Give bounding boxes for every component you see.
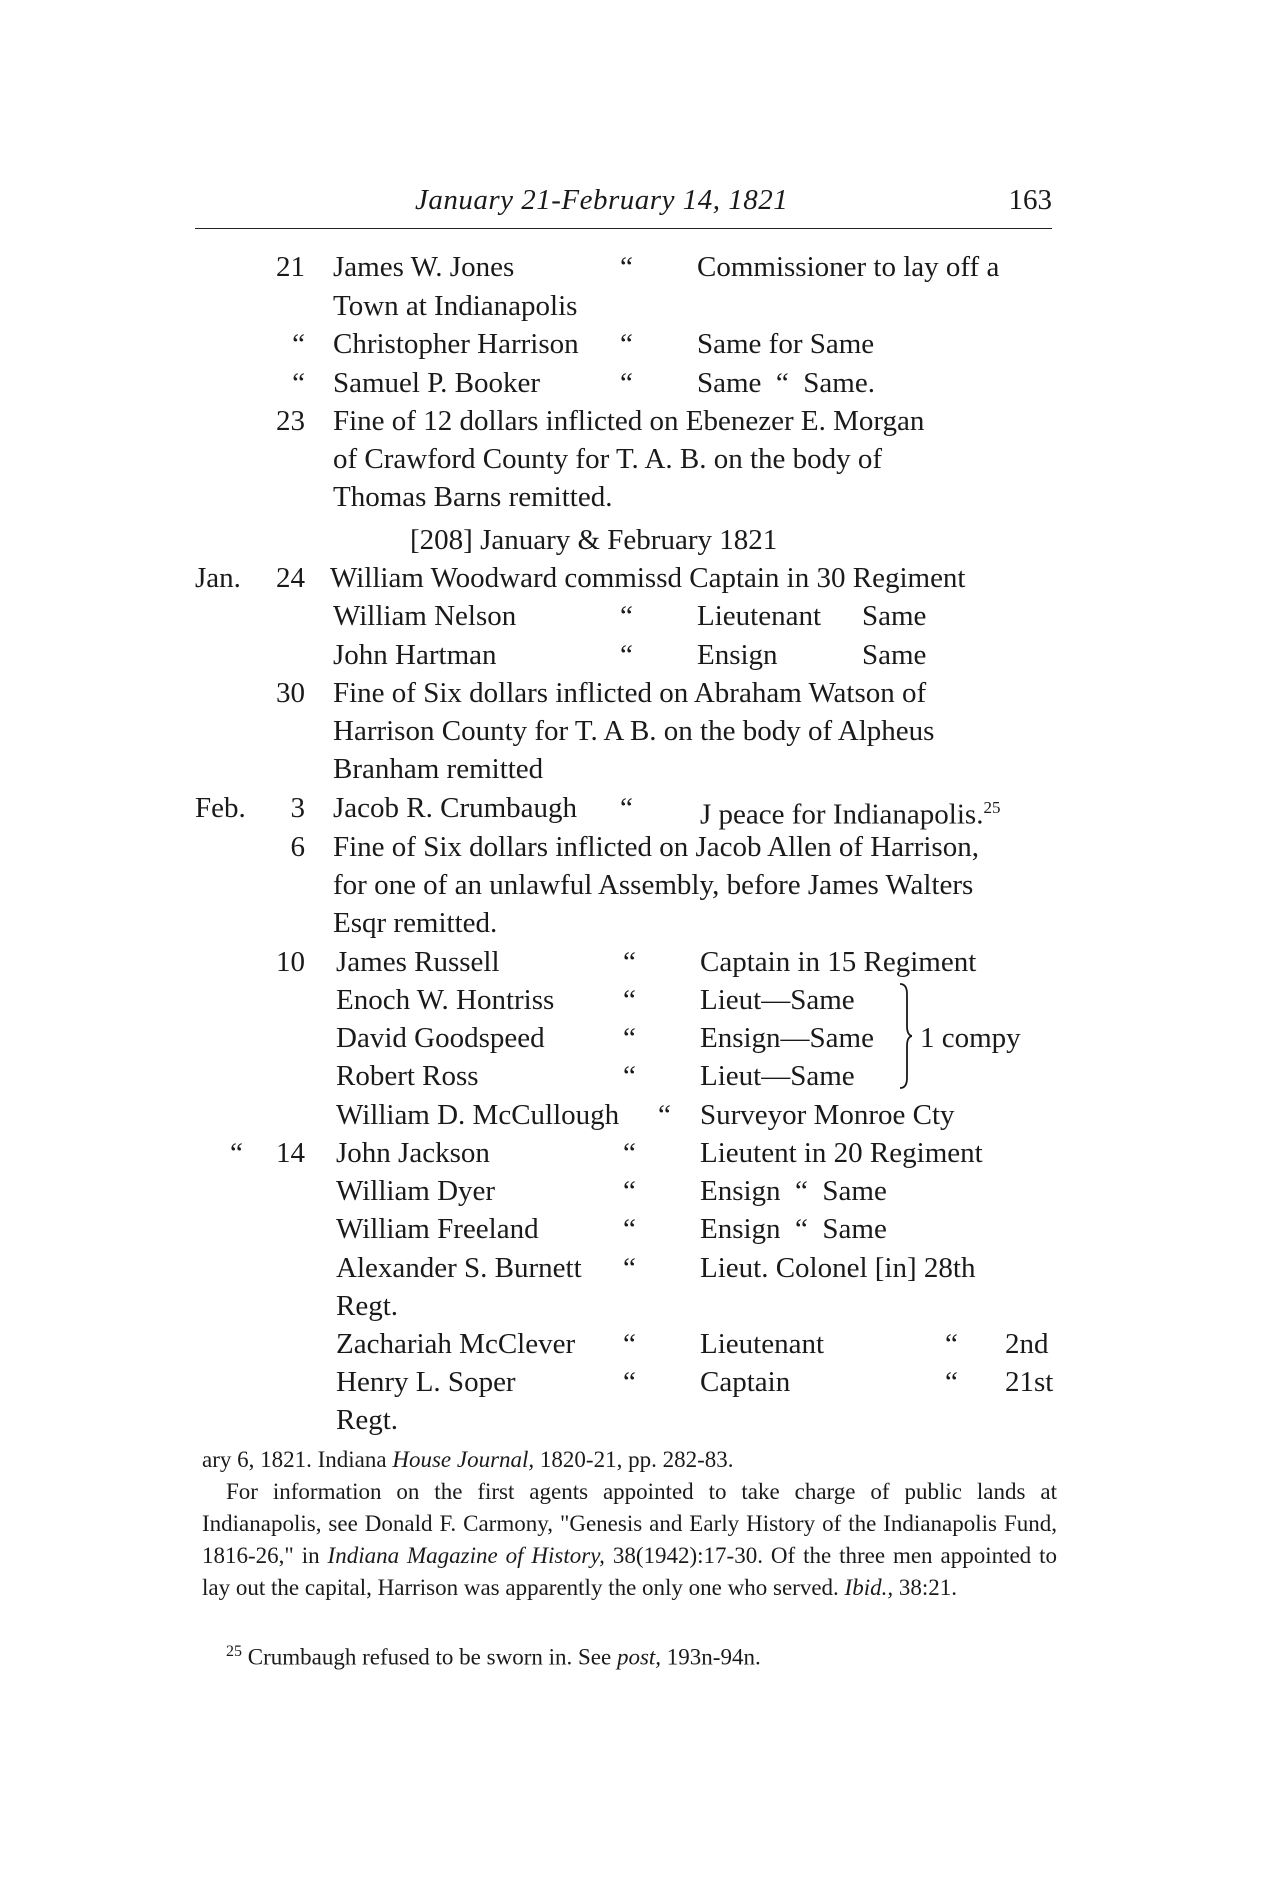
ditto-mark: “ — [623, 1060, 636, 1092]
ditto-mark: “ — [623, 1175, 636, 1207]
entry-month: Jan. — [195, 562, 241, 594]
section-heading: [208] January & February 1821 — [410, 524, 778, 556]
entry-day: 24 — [276, 562, 305, 594]
entry-name: William Dyer — [336, 1175, 496, 1207]
entry-extra: Same — [862, 600, 927, 632]
entry-name: Christopher Harrison — [333, 328, 579, 360]
entry-name: David Goodspeed — [336, 1022, 545, 1054]
entry-name: William Nelson — [333, 600, 517, 632]
footnote-text: 38:21. — [893, 1575, 957, 1600]
entry-name: Zachariah McClever — [336, 1328, 576, 1360]
ditto-mark: “ — [623, 1213, 636, 1245]
ditto-mark: “ — [658, 1099, 671, 1131]
entry-office: Ensign — [697, 639, 778, 671]
entry-name: Jacob R. Crumbaugh — [333, 792, 578, 824]
entry-month: “ — [230, 1137, 243, 1169]
ditto-mark: “ — [623, 1328, 636, 1360]
entry-office: Lieutenant — [697, 600, 822, 632]
entry-name: James W. Jones — [333, 251, 515, 283]
ditto-mark: “ — [620, 251, 633, 283]
footnote-italic: post, — [616, 1644, 662, 1670]
entry-office: Ensign “ Same — [700, 1213, 887, 1245]
footnote-text: Crumbaugh refused to be sworn in. See — [242, 1644, 617, 1670]
ditto-mark: “ — [623, 1366, 636, 1398]
entry-name: John Hartman — [333, 639, 497, 671]
entry-day: 10 — [276, 946, 305, 978]
ditto-mark: “ — [620, 367, 633, 399]
entry-office: Captain — [700, 1366, 791, 1398]
ditto-mark: “ — [623, 1137, 636, 1169]
entry-office: Lieutent in 20 Regiment — [700, 1137, 983, 1169]
footnote-italic: House Journal, — [392, 1447, 535, 1472]
entry-text: Harrison County for T. A B. on the body of Alpheus — [333, 715, 935, 747]
entry-day: 30 — [276, 677, 305, 709]
entry-day: 21 — [276, 251, 305, 283]
entry-text: of Crawford County for T. A. B. on the body of — [333, 443, 883, 475]
entry-office: Lieut. Colonel [in] 28th — [700, 1252, 976, 1284]
entry-day: 23 — [276, 405, 305, 437]
ditto-mark: “ — [620, 328, 633, 360]
entry-name: William Freeland — [336, 1213, 539, 1245]
entry-name: Enoch W. Hontriss — [336, 984, 555, 1016]
entry-text: Fine of Six dollars inflicted on Abraham Watson of — [333, 677, 927, 709]
entry-office: Same “ Same. — [697, 367, 875, 399]
entry-day: 6 — [290, 831, 305, 863]
page-number: 163 — [1008, 184, 1052, 216]
entry-office: Ensign—Same — [700, 1022, 874, 1054]
entry-text: Town at Indianapolis — [333, 290, 578, 322]
entry-office: Same for Same — [697, 328, 875, 360]
footnote-text: 38(1942):17-30. Of the three men appointed to lay out the capital, Harrison was apparently the only one who served. — [202, 1543, 1057, 1600]
entry-extra: Same — [862, 639, 927, 671]
ditto-mark: “ — [620, 639, 633, 671]
entry-name: Alexander S. Burnett — [336, 1252, 582, 1284]
entry-name: Robert Ross — [336, 1060, 479, 1092]
footnote-text: ary 6, 1821. Indiana — [202, 1447, 393, 1472]
ditto-mark: “ — [620, 792, 633, 824]
entry-text: William Woodward commissd Captain in 30 Regiment — [330, 562, 966, 594]
company-note: 1 compy — [920, 1022, 1021, 1054]
ditto-mark: “ — [620, 600, 633, 632]
footnote-italic: Indiana Magazine of History, — [327, 1543, 605, 1568]
entry-name: William D. McCullough — [336, 1099, 620, 1131]
ditto-mark: “ — [623, 1252, 636, 1284]
entry-text: for one of an unlawful Assembly, before James Walters — [333, 869, 974, 901]
entry-month: Feb. — [195, 792, 246, 824]
entry-extra: 21st — [1005, 1366, 1054, 1398]
entry-day: 3 — [290, 792, 305, 824]
running-header — [195, 182, 1052, 229]
entry-text: Branham remitted — [333, 753, 544, 785]
entry-office: Captain in 15 Regiment — [700, 946, 977, 978]
ditto-mark: “ — [623, 1022, 636, 1054]
ditto-mark: “ — [945, 1366, 958, 1398]
entry-office: Lieutenant — [700, 1328, 825, 1360]
entry-extra: 2nd — [1005, 1328, 1049, 1360]
footnote-text: For information on the first agents appointed to take charge of public lands at Indianapolis, see Donald F. Carmony, "Genesis and Early History of the Indianapolis Fund, 1816-26," in — [202, 1479, 1057, 1568]
entry-office: Ensign “ Same — [700, 1175, 887, 1207]
entry-name: John Jackson — [336, 1137, 490, 1169]
footnote-paragraph — [202, 1476, 1057, 1604]
running-title: January 21-February 14, 1821 — [415, 184, 789, 216]
curly-brace-icon — [898, 982, 912, 1090]
entry-text: Regt. — [336, 1290, 399, 1322]
entry-text: Esqr remitted. — [333, 907, 498, 939]
ditto-mark: “ — [623, 984, 636, 1016]
entry-name: Henry L. Soper — [336, 1366, 516, 1398]
entry-day: 14 — [276, 1137, 305, 1169]
footnote-25 — [202, 1636, 1057, 1674]
ditto-mark: “ — [623, 946, 636, 978]
entry-text: Fine of 12 dollars inflicted on Ebenezer E. Morgan — [333, 405, 925, 437]
entry-office: Surveyor Monroe Cty — [700, 1099, 955, 1131]
ditto-mark: “ — [945, 1328, 958, 1360]
footnote-ref: 25 — [983, 798, 1001, 817]
footnote-continuation — [202, 1444, 1057, 1476]
footnote-text: 1820-21, pp. 282-83. — [534, 1447, 734, 1472]
entry-office: Lieut—Same — [700, 984, 855, 1016]
footnote-italic: Ibid., — [844, 1575, 894, 1600]
entry-day: “ — [292, 367, 305, 399]
footnote-text: 193n-94n. — [661, 1644, 761, 1670]
footnote-number: 25 — [226, 1643, 242, 1660]
entry-office: Lieut—Same — [700, 1060, 855, 1092]
entry-day: “ — [292, 328, 305, 360]
entry-text: Fine of Six dollars inflicted on Jacob Allen of Harrison, — [333, 831, 979, 863]
entry-office: Commissioner to lay off a — [697, 251, 1000, 283]
entry-text: Regt. — [336, 1404, 399, 1436]
entry-office-text: J peace for Indianapolis. — [700, 798, 984, 831]
entry-name: Samuel P. Booker — [333, 367, 541, 399]
entry-text: Thomas Barns remitted. — [333, 481, 613, 513]
entry-name: James Russell — [336, 946, 500, 978]
entry-office — [700, 789, 1000, 834]
